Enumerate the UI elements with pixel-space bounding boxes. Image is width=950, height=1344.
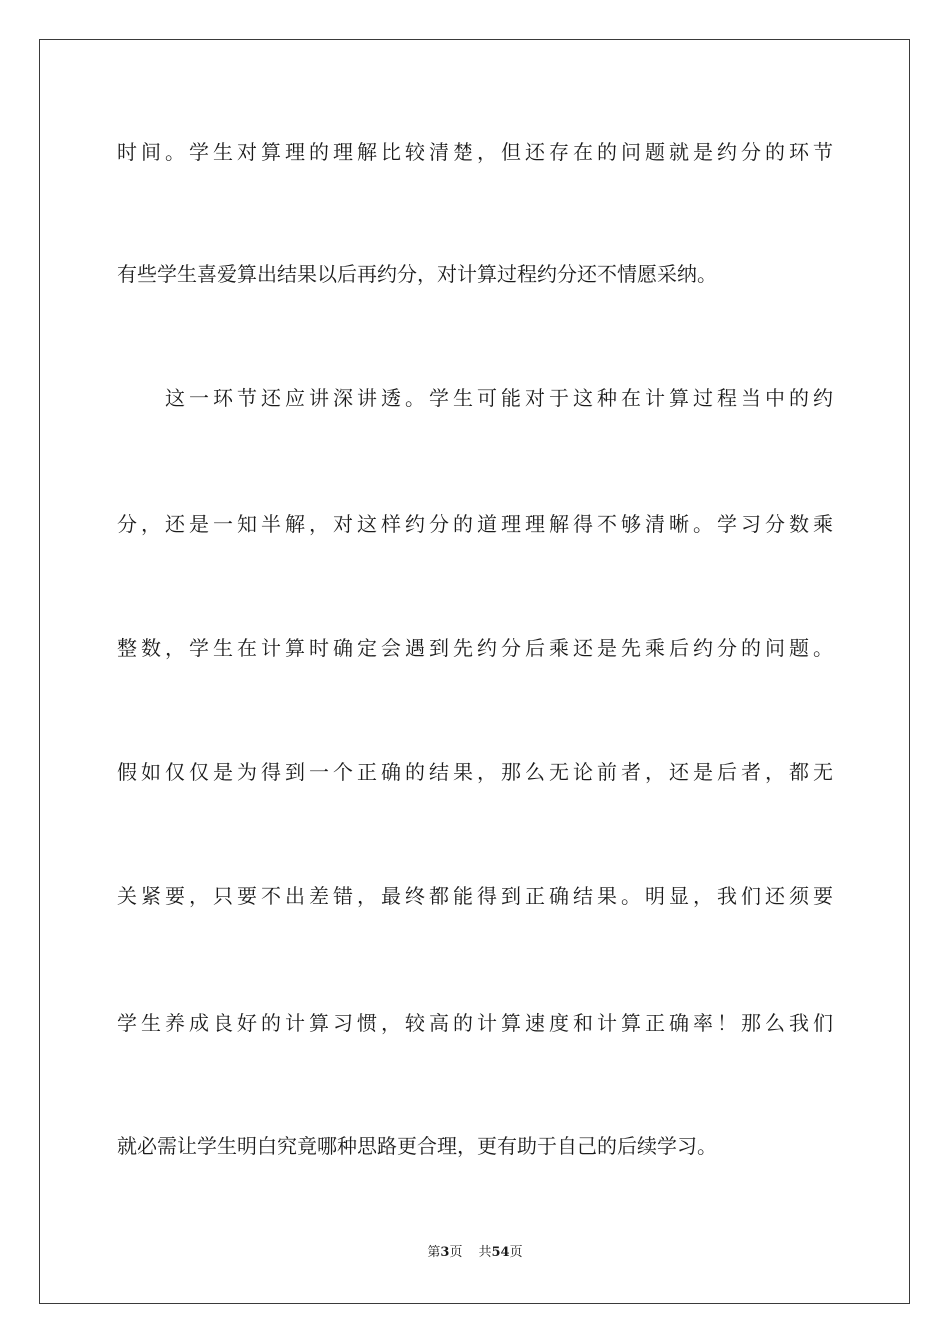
page-border — [39, 39, 910, 1304]
total-suffix: 页 — [509, 1245, 523, 1260]
body-line-2: 有些学生喜爱算出结果以后再约分，对计算过程约分还不情愿采纳。 — [117, 262, 717, 286]
page-suffix: 页 — [449, 1245, 463, 1260]
body-line-8: 学生养成良好的计算习惯，较高的计算速度和计算正确率！那么我们 — [117, 1011, 833, 1035]
page-prefix: 第 — [427, 1245, 441, 1260]
body-line-6: 假如仅仅是为得到一个正确的结果，那么无论前者，还是后者，都无 — [117, 760, 833, 784]
body-line-5: 整数，学生在计算时确定会遇到先约分后乘还是先乘后约分的问题。 — [117, 636, 833, 660]
page-footer — [0, 1244, 950, 1262]
total-page-number: 54 — [491, 1245, 510, 1260]
body-line-7: 关紧要，只要不出差错，最终都能得到正确结果。明显，我们还须要 — [117, 884, 833, 908]
body-line-1: 时间。学生对算理的理解比较清楚，但还存在的问题就是约分的环节 — [117, 140, 833, 164]
current-page-number: 3 — [440, 1245, 450, 1260]
body-line-9: 就必需让学生明白究竟哪种思路更合理，更有助于自己的后续学习。 — [117, 1134, 717, 1158]
body-line-4: 分，还是一知半解，对这样约分的道理理解得不够清晰。学习分数乘 — [117, 512, 833, 536]
body-line-3: 这一环节还应讲深讲透。学生可能对于这种在计算过程当中的约 — [165, 386, 833, 410]
total-prefix: 共 — [478, 1245, 492, 1260]
